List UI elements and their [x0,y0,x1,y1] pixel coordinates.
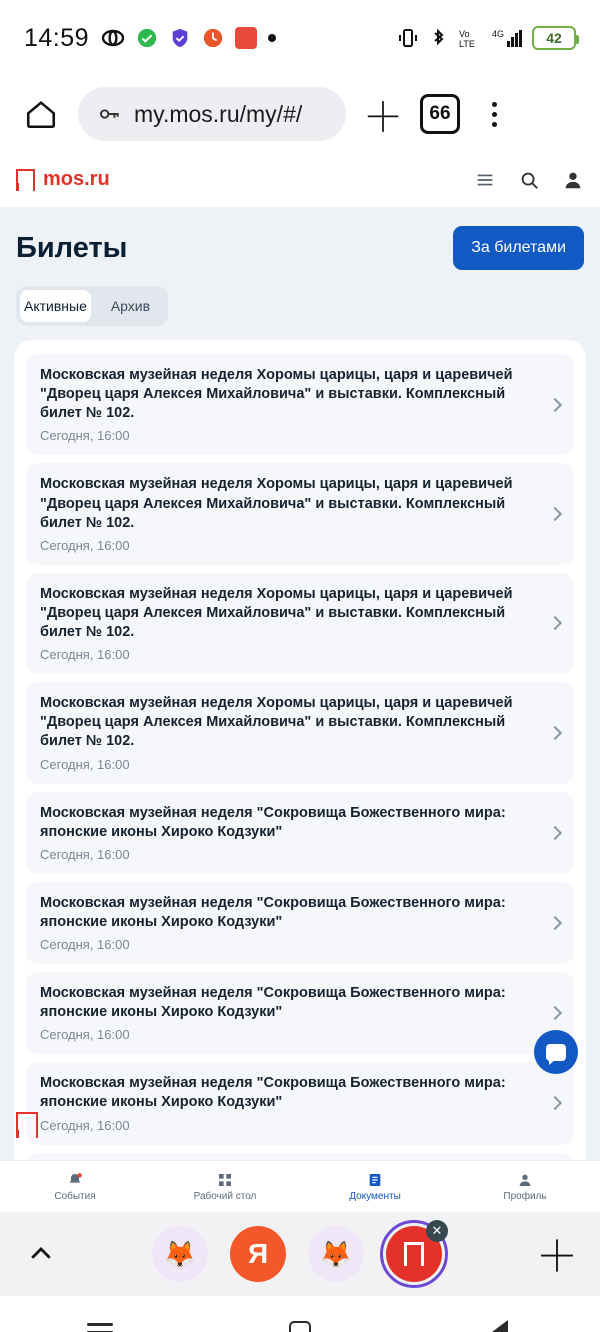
back-button[interactable] [400,1320,600,1332]
profile-icon[interactable] [562,169,584,191]
ticket-item[interactable] [26,972,574,1054]
site-header-actions [474,169,584,191]
status-bar [0,0,600,76]
browser-toolbar [0,76,600,152]
tab-active-tickets[interactable]: Активные [20,290,91,322]
tickets-tabs [16,286,168,326]
bottom-nav-item-profile[interactable] [450,1171,600,1202]
dot-icon [268,34,276,42]
ticket-time: Сегодня, 16:00 [40,1117,130,1133]
page-title: Билеты [16,231,128,264]
tab-count-button[interactable]: 66 [420,94,460,134]
status-notification-icons [101,26,276,50]
ticket-time: Сегодня, 16:00 [40,1027,130,1043]
signal-4g-icon [492,26,522,50]
status-bar-left [24,24,398,53]
home-square-icon [289,1321,311,1332]
footer-logo [16,1112,38,1138]
ticket-item[interactable] [26,1153,574,1161]
chevron-right-icon [548,1006,562,1020]
vibrate-icon [398,26,418,50]
ticket-title: Московская музейная неделя "Сокровища Божественного мира: японские иконы Хироко Кодзуки" [40,1075,506,1111]
page-title-row [14,208,586,280]
dock-app-yandex[interactable]: Я [230,1226,286,1282]
ticket-title: Московская музейная неделя Хоромы царицы, царя и царевичей "Дворец царя Алексея Михайловича" и выставки. Комплексный билет № 102. [40,476,513,531]
dock-app-current-tab[interactable] [386,1223,443,1282]
bottom-nav-item-documents[interactable] [300,1171,450,1202]
recents-icon [87,1318,113,1332]
ticket-time: Сегодня, 16:00 [40,846,130,862]
documents-icon [300,1171,450,1189]
shield-icon [169,27,191,49]
menu-icon[interactable] [474,169,496,191]
tab-archive-tickets[interactable]: Архив [110,298,151,314]
ticket-item[interactable] [26,573,574,674]
tickets-card [14,340,586,1160]
svg-text:Vo: Vo [459,29,470,39]
person-icon [450,1171,600,1189]
mos-ru-logo-icon [16,169,35,191]
ticket-title: Московская музейная неделя "Сокровища Божественного мира: японские иконы Хироко Кодзуки" [40,804,506,840]
url-text: my.mos.ru/my/#/ [134,100,303,127]
new-tab-button[interactable]: ＋ [363,95,403,140]
dock-app-mos-ru-2[interactable]: 🦊 [308,1226,364,1282]
ticket-item[interactable] [26,792,574,874]
ticket-item[interactable] [26,682,574,783]
bottom-nav-label: События [54,1191,96,1202]
buy-tickets-button[interactable]: За билетами [453,226,584,270]
site-bottom-nav [0,1160,600,1212]
chat-bubble-icon [546,1044,566,1061]
browser-menu-button[interactable] [474,102,514,127]
ticket-item[interactable] [26,882,574,964]
chevron-right-icon [548,826,562,840]
svg-text:4G: 4G [492,29,505,39]
red-square-icon [235,27,257,49]
status-clock: 14:59 [24,23,90,52]
home-icon[interactable] [18,91,64,137]
grid-icon [150,1171,300,1189]
opera-icon [101,26,125,50]
ticket-title: Московская музейная неделя Хоромы царицы, царя и царевичей "Дворец царя Алексея Михайловича" и выставки. Комплексный билет № 102. [40,695,513,750]
bottom-nav-label: Рабочий стол [193,1191,257,1202]
battery-indicator: 42 [532,26,576,50]
chevron-right-icon [548,616,562,630]
bell-icon [0,1171,150,1189]
chevron-right-icon [548,398,562,412]
ticket-time: Сегодня, 16:00 [40,647,130,663]
chevron-right-icon [548,726,562,740]
ticket-time: Сегодня, 16:00 [40,756,130,772]
bottom-nav-item-desktop[interactable] [150,1171,300,1202]
ticket-item[interactable] [26,463,574,564]
dock-app-list [58,1223,536,1282]
ticket-item[interactable] [26,1062,574,1144]
ticket-title: Московская музейная неделя Хоромы царицы, царя и царевичей "Дворец царя Алексея Михайловича" и выставки. Комплексный билет № 102. [40,367,513,422]
recents-button[interactable] [0,1318,200,1332]
bottom-nav-label: Документы [349,1191,401,1202]
bluetooth-icon [428,26,448,50]
home-button[interactable] [200,1321,400,1332]
ticket-time: Сегодня, 16:00 [40,428,130,444]
android-nav-bar [0,1296,600,1332]
permissions-icon [96,101,122,127]
tickets-page [0,208,600,1160]
site-logo[interactable] [16,168,110,191]
bottom-nav-label: Профиль [503,1191,547,1202]
browser-dock [0,1212,600,1296]
site-header [0,152,600,208]
svg-text:LTE: LTE [459,39,475,49]
ticket-time: Сегодня, 16:00 [40,537,130,553]
site-logo-text: mos.ru [43,168,110,190]
close-icon[interactable]: ✕ [426,1220,448,1242]
chevron-right-icon [548,1096,562,1110]
volte-icon [458,26,482,50]
status-bar-right [398,26,576,50]
ticket-title: Московская музейная неделя "Сокровища Божественного мира: японские иконы Хироко Кодзуки" [40,894,506,930]
ticket-title: Московская музейная неделя Хоромы царицы, царя и царевичей "Дворец царя Алексея Михайловича" и выставки. Комплексный билет № 102. [40,585,513,640]
search-icon[interactable] [518,169,540,191]
ticket-time: Сегодня, 16:00 [40,937,130,952]
chevron-up-icon[interactable] [24,1237,58,1271]
url-bar[interactable] [78,87,346,141]
chat-support-button[interactable] [534,1030,578,1074]
check-circle-icon [136,27,158,49]
chevron-right-icon [548,916,562,930]
dock-add-button[interactable]: ＋ [536,1233,579,1280]
mos-ru-tab-icon [404,1242,424,1266]
ticket-item[interactable] [26,354,574,455]
bottom-nav-item-events[interactable] [0,1171,150,1202]
back-triangle-icon [492,1320,508,1332]
mos-ru-logo-icon [16,1112,38,1138]
dock-app-mos-ru[interactable]: 🦊 [152,1226,208,1282]
clock-icon [202,27,224,49]
ticket-title: Московская музейная неделя "Сокровища Божественного мира: японские иконы Хироко Кодзуки" [40,985,506,1021]
chevron-right-icon [548,507,562,521]
